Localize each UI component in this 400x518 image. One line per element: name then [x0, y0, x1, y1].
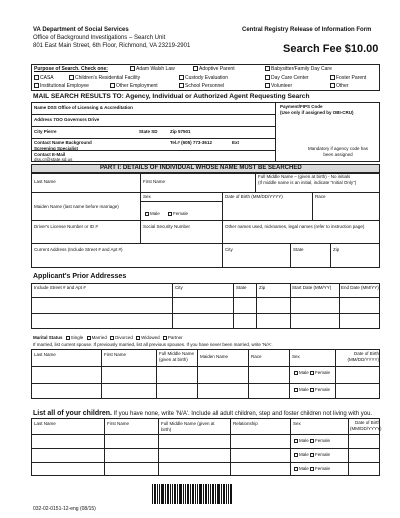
contact-name-field[interactable]: Contact Name Background Screening Specialist: [34, 140, 92, 151]
purpose-day-care[interactable]: Day Care Center: [265, 75, 309, 81]
spouse-middle-name-header: Full Middle Name (given at birth): [159, 351, 195, 362]
telephone-field[interactable]: Tel.# (605) 773-3612: [170, 140, 212, 145]
spouse-maiden-name-header: Maiden Name: [200, 354, 229, 359]
checkbox-icon[interactable]: [265, 66, 270, 71]
current-zip-field[interactable]: Zip: [333, 247, 340, 252]
office-name: Office of Background Investigations – Search Unit: [33, 35, 166, 41]
child-relationship-header: Relationship: [233, 421, 258, 426]
purpose-foster-parent[interactable]: Foster Parent: [330, 75, 366, 81]
purpose-institutional[interactable]: Institutional Employee: [34, 83, 89, 89]
checkbox-icon[interactable]: [66, 336, 70, 340]
checkbox-icon[interactable]: [69, 75, 74, 80]
child-sex-header: Sex: [293, 421, 301, 426]
contact-email-field[interactable]: dss.cr@state.sd.us: [34, 157, 73, 162]
spouse1-sex-options[interactable]: Male Female: [294, 370, 330, 376]
purpose-babysitter[interactable]: Babysitter/Family Day Care: [265, 66, 332, 72]
checkbox-icon[interactable]: [310, 439, 314, 443]
checkbox-icon[interactable]: [130, 66, 135, 71]
checkbox-icon[interactable]: [163, 336, 167, 340]
purpose-volunteer[interactable]: Volunteer: [265, 83, 292, 89]
purpose-adam-walsh[interactable]: Adam Walsh Law: [130, 66, 175, 72]
prior-start-header: Start Date (MM/YY): [292, 285, 332, 290]
first-name-field[interactable]: First Name: [143, 179, 166, 184]
marital-note: If married, list current spouse. If previously married, list all previous spouses. If you have never been married, write 'N/A'.: [33, 342, 273, 347]
purpose-label: Purpose of Search. Check one:: [34, 66, 108, 72]
checkbox-icon[interactable]: [310, 388, 314, 392]
checkbox-icon[interactable]: [34, 75, 39, 80]
checkbox-icon[interactable]: [330, 83, 335, 88]
prior-addresses-heading: Applicant's Prior Addresses: [33, 273, 127, 280]
checkbox-icon[interactable]: [168, 212, 172, 216]
purpose-other-employment[interactable]: Other Employment: [110, 83, 158, 89]
city-field[interactable]: City Pierre: [34, 129, 57, 134]
contact-email-label: Contact E-Mail: [34, 152, 66, 157]
middle-name-field[interactable]: Full Middle Name – (given at birth) - No initials (If middle name is an initial, indicate "Initial Only"): [258, 174, 357, 185]
prior-zip-header: Zip: [259, 285, 266, 290]
checkbox-icon[interactable]: [265, 75, 270, 80]
child-dob-header: Date of Birth (MM/DD/YYYY): [350, 420, 382, 431]
checkbox-icon[interactable]: [87, 336, 91, 340]
spouse-race-header: Race: [251, 354, 262, 359]
child-first-name-header: First Name: [107, 421, 130, 426]
checkbox-icon[interactable]: [294, 453, 298, 457]
prior-state-header: State: [236, 285, 247, 290]
race-field[interactable]: Race: [315, 194, 326, 199]
agency-name: VA Department of Social Services: [33, 27, 129, 33]
mandatory-note: Mandatory if agency code has been assigned: [307, 146, 369, 157]
checkbox-icon[interactable]: [330, 75, 335, 80]
spouse2-sex-options[interactable]: Male Female: [294, 387, 330, 393]
checkbox-icon[interactable]: [110, 336, 114, 340]
child2-sex-options[interactable]: Male Female: [294, 452, 330, 458]
dob-field[interactable]: Date of Birth (MM/DD/YYYY): [225, 194, 283, 199]
checkbox-icon[interactable]: [179, 83, 184, 88]
current-state-field[interactable]: State: [293, 247, 304, 252]
zip-field[interactable]: Zip 57501: [170, 129, 191, 134]
spouse-dob-header: Date of Birth (MM/DD/YYYY): [347, 351, 379, 362]
state-field[interactable]: State SD: [139, 129, 158, 134]
purpose-school[interactable]: School Personnel: [179, 83, 224, 89]
prior-street-header: Include Street # and Apt #: [34, 285, 86, 290]
prior-city-header: City: [175, 285, 183, 290]
checkbox-icon[interactable]: [294, 439, 298, 443]
mail-heading: MAIL SEARCH RESULTS TO: Agency, Individual or Authorized Agent Requesting Search: [33, 93, 310, 100]
children-heading-row: List all of your children. If you have none, write 'N/A'. Include all adult children, step and foster children not living with you.: [33, 410, 373, 417]
purpose-other[interactable]: Other: [330, 83, 349, 89]
child1-sex-options[interactable]: Male Female: [294, 438, 330, 444]
purpose-casa[interactable]: CASA: [34, 75, 54, 81]
checkbox-icon[interactable]: [110, 83, 115, 88]
agency-name-field[interactable]: Name DSS Office of Licensing & Accreditation: [34, 105, 133, 110]
ssn-field[interactable]: Social Security Number: [143, 224, 191, 229]
barcode-icon: [152, 484, 232, 504]
checkbox-icon[interactable]: [145, 212, 149, 216]
checkbox-icon[interactable]: [34, 83, 39, 88]
last-name-field[interactable]: Last Name: [34, 179, 56, 184]
current-address-field[interactable]: Current Address (Include Street # and Apt #): [34, 247, 123, 252]
other-names-field[interactable]: Other names used, nicknames, legal names (refer to instruction page): [225, 224, 365, 229]
sex-label: Sex: [143, 194, 151, 199]
form-number: 032-02-0151-12-eng (08/15): [33, 506, 96, 512]
agency-address-field[interactable]: Address 7OO Governors Drive: [34, 117, 100, 122]
purpose-custody[interactable]: Custody Evaluation: [179, 75, 228, 81]
current-city-field[interactable]: City: [225, 247, 233, 252]
checkbox-icon[interactable]: [179, 75, 184, 80]
extension-field[interactable]: Ext: [232, 140, 240, 145]
checkbox-icon[interactable]: [310, 453, 314, 457]
checkbox-icon[interactable]: [265, 83, 270, 88]
checkbox-icon[interactable]: [193, 66, 198, 71]
checkbox-icon[interactable]: [294, 371, 298, 375]
form-title: Central Registry Release of Information Form: [242, 27, 372, 33]
child3-sex-options[interactable]: Male Female: [294, 466, 330, 472]
license-field[interactable]: Driver's License Number or ID #: [34, 224, 98, 229]
search-fee: Search Fee $10.00: [283, 43, 379, 55]
sex-female-option[interactable]: Female: [168, 211, 188, 217]
checkbox-icon[interactable]: [136, 336, 140, 340]
part1-heading: PART I: DETAILS OF INDIVIDUAL WHOSE NAME MUST BE SEARCHED: [100, 165, 302, 171]
sex-male-option[interactable]: Male: [145, 211, 160, 217]
payment-code-label: Payment/FIPS Code: [280, 104, 323, 109]
child-last-name-header: Last Name: [34, 421, 56, 426]
checkbox-icon[interactable]: [310, 467, 314, 471]
purpose-adoptive-parent[interactable]: Adoptive Parent: [193, 66, 235, 72]
payment-code-note: (Use only if assigned by OBI-CRU): [280, 110, 354, 115]
marital-status-row: Marital Status Single Married Divorced Widowed Partner: [33, 335, 183, 340]
office-address: 801 East Main Street, 6th Floor, Richmond, VA 23219-2901: [33, 43, 191, 49]
checkbox-icon[interactable]: [310, 371, 314, 375]
checkbox-icon[interactable]: [294, 388, 298, 392]
spouse-first-name-header: First Name: [104, 352, 127, 357]
checkbox-icon[interactable]: [294, 467, 298, 471]
barcode: [152, 484, 232, 504]
spouse-last-name-header: Last Name: [34, 352, 56, 357]
purpose-residential[interactable]: Children's Residential Facility: [69, 75, 140, 81]
child-middle-name-header: Full Middle Name (given at birth): [161, 421, 215, 432]
prior-end-header: End Date (MM/YY): [341, 285, 379, 290]
maiden-name-field[interactable]: Maiden Name (last name before marriage): [34, 204, 119, 209]
spouse-sex-header: Sex: [292, 354, 300, 359]
